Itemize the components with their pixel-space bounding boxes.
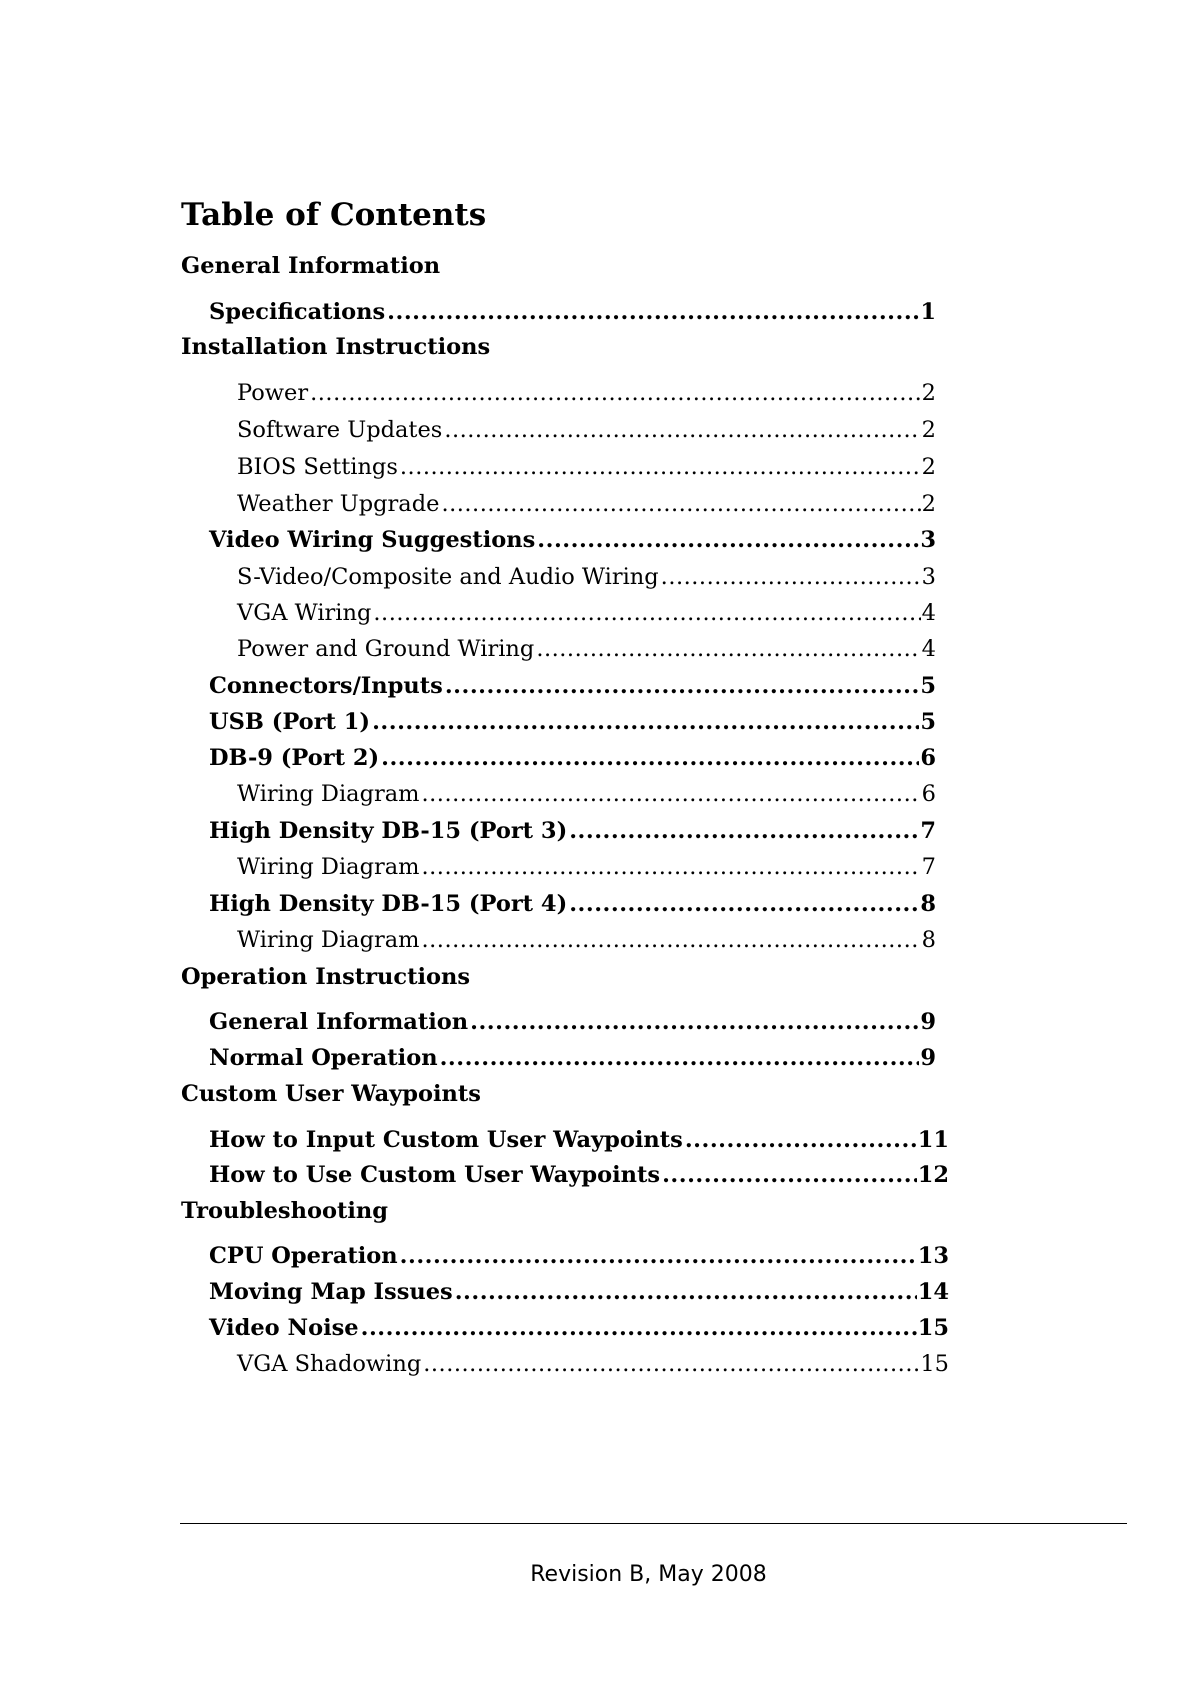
toc-page-number: 12 (917, 1162, 949, 1188)
toc-entry-label: Normal Operation (209, 1045, 438, 1071)
toc-page-number: 5 (920, 673, 936, 699)
dot-leader (310, 378, 921, 408)
toc-page-number: 15 (920, 1351, 949, 1377)
toc-section-heading[interactable] (181, 1079, 483, 1109)
toc-page-number: 3 (920, 527, 936, 553)
dot-leader (662, 1160, 917, 1190)
toc-section-heading[interactable] (181, 332, 492, 362)
toc-entry-label: BIOS Settings (237, 454, 398, 480)
toc-entry[interactable] (237, 562, 936, 592)
dot-leader (400, 452, 921, 482)
toc-entry[interactable] (209, 1313, 949, 1343)
toc-page-number: 4 (921, 600, 936, 626)
toc-entry[interactable] (237, 779, 936, 809)
dot-leader (661, 562, 921, 592)
dot-leader (387, 297, 919, 327)
toc-entry-label: High Density DB-15 (Port 3) (209, 818, 568, 844)
toc-entry[interactable] (209, 707, 936, 737)
toc-entry-label: Wiring Diagram (237, 854, 420, 880)
toc-page-number: 7 (920, 818, 936, 844)
toc-entry[interactable] (209, 297, 936, 327)
toc-section-heading[interactable] (181, 251, 442, 281)
toc-entry[interactable] (209, 671, 936, 701)
dot-leader (455, 1277, 917, 1307)
toc-entry-label: Weather Upgrade (237, 491, 440, 517)
toc-entry[interactable] (237, 852, 936, 882)
dot-leader (400, 1241, 917, 1271)
toc-page-number: 13 (917, 1243, 949, 1269)
toc-entry[interactable] (209, 1160, 949, 1190)
toc-page-number: 8 (920, 891, 936, 917)
toc-entry[interactable] (237, 452, 936, 482)
dot-leader (445, 671, 920, 701)
toc-entry-label: Wiring Diagram (237, 927, 420, 953)
toc-page-number: 6 (921, 781, 936, 807)
toc-entry-label: USB (Port 1) (209, 709, 371, 735)
toc-entry[interactable] (209, 816, 936, 846)
dot-leader (421, 779, 920, 809)
dot-leader (444, 415, 920, 445)
toc-entry-label: DB-9 (Port 2) (209, 745, 380, 771)
toc-entry-label: Operation Instructions (181, 964, 471, 990)
toc-entry[interactable] (209, 1007, 936, 1037)
toc-entry[interactable] (237, 598, 936, 628)
toc-page-number: 9 (920, 1009, 936, 1035)
toc-page-number: 14 (917, 1279, 949, 1305)
dot-leader (470, 1007, 919, 1037)
toc-entry[interactable] (237, 1349, 949, 1379)
dot-leader (372, 707, 919, 737)
toc-entry-label: Custom User Waypoints (181, 1081, 481, 1107)
footer-revision: Revision B, May 2008 (530, 1562, 767, 1587)
dot-leader (569, 889, 919, 919)
toc-entry[interactable] (237, 925, 936, 955)
dot-leader (381, 743, 919, 773)
toc-entry-label: How to Input Custom User Waypoints (209, 1127, 683, 1153)
footer-divider (180, 1523, 1127, 1524)
toc-entry-label: Installation Instructions (181, 334, 491, 360)
toc-page-number: 6 (920, 745, 936, 771)
toc-entry[interactable] (209, 525, 936, 555)
toc-page-number: 3 (921, 564, 936, 590)
toc-entry-label: Specifications (209, 299, 386, 325)
toc-entry[interactable] (209, 889, 936, 919)
toc-entry[interactable] (237, 489, 936, 519)
dot-leader (685, 1125, 917, 1155)
toc-entry[interactable] (209, 1241, 949, 1271)
toc-entry-label: General Information (181, 253, 441, 279)
toc-page-number: 2 (921, 491, 936, 517)
dot-leader (373, 598, 920, 628)
toc-entry-label: Wiring Diagram (237, 781, 420, 807)
dot-leader (361, 1313, 917, 1343)
toc-entry[interactable] (209, 1043, 936, 1073)
toc-section-heading[interactable] (181, 962, 472, 992)
toc-entry-label: CPU Operation (209, 1243, 398, 1269)
dot-leader (421, 852, 920, 882)
dot-leader (423, 1349, 919, 1379)
toc-entry-label: Connectors/Inputs (209, 673, 443, 699)
dot-leader (569, 816, 919, 846)
toc-entry-label: VGA Shadowing (237, 1351, 422, 1377)
toc-page-number: 2 (921, 380, 936, 406)
toc-entry[interactable] (237, 378, 936, 408)
dot-leader (441, 489, 920, 519)
toc-entry-label: Power (237, 380, 309, 406)
toc-entry[interactable] (209, 743, 936, 773)
dot-leader (440, 1043, 920, 1073)
toc-entry-label: Moving Map Issues (209, 1279, 453, 1305)
toc-entry[interactable] (237, 634, 936, 664)
toc-page-number: 4 (921, 636, 936, 662)
page-title: Table of Contents (181, 197, 487, 233)
toc-page-number: 2 (921, 417, 936, 443)
toc-entry-label: S-Video/Composite and Audio Wiring (237, 564, 659, 590)
toc-page-number: 9 (920, 1045, 936, 1071)
toc-page-number: 8 (921, 927, 936, 953)
toc-entry-label: Video Wiring Suggestions (209, 527, 536, 553)
toc-entry[interactable] (209, 1125, 949, 1155)
toc-entry-label: Troubleshooting (181, 1198, 388, 1224)
toc-page-number: 5 (920, 709, 936, 735)
toc-entry-label: High Density DB-15 (Port 4) (209, 891, 568, 917)
toc-page-number: 11 (917, 1127, 949, 1153)
toc-entry-label: General Information (209, 1009, 469, 1035)
dot-leader (421, 925, 920, 955)
toc-entry-label: How to Use Custom User Waypoints (209, 1162, 661, 1188)
dot-leader (537, 525, 919, 555)
toc-page-number: 7 (921, 854, 936, 880)
toc-page-number: 2 (921, 454, 936, 480)
toc-entry-label: Power and Ground Wiring (237, 636, 535, 662)
toc-entry-label: VGA Wiring (237, 600, 372, 626)
toc-entry-label: Video Noise (209, 1315, 359, 1341)
toc-entry[interactable] (237, 415, 936, 445)
toc-page-number: 1 (920, 299, 936, 325)
toc-section-heading[interactable] (181, 1196, 390, 1226)
toc-entry[interactable] (209, 1277, 949, 1307)
dot-leader (536, 634, 920, 664)
toc-entry-label: Software Updates (237, 417, 443, 443)
toc-page-number: 15 (917, 1315, 949, 1341)
